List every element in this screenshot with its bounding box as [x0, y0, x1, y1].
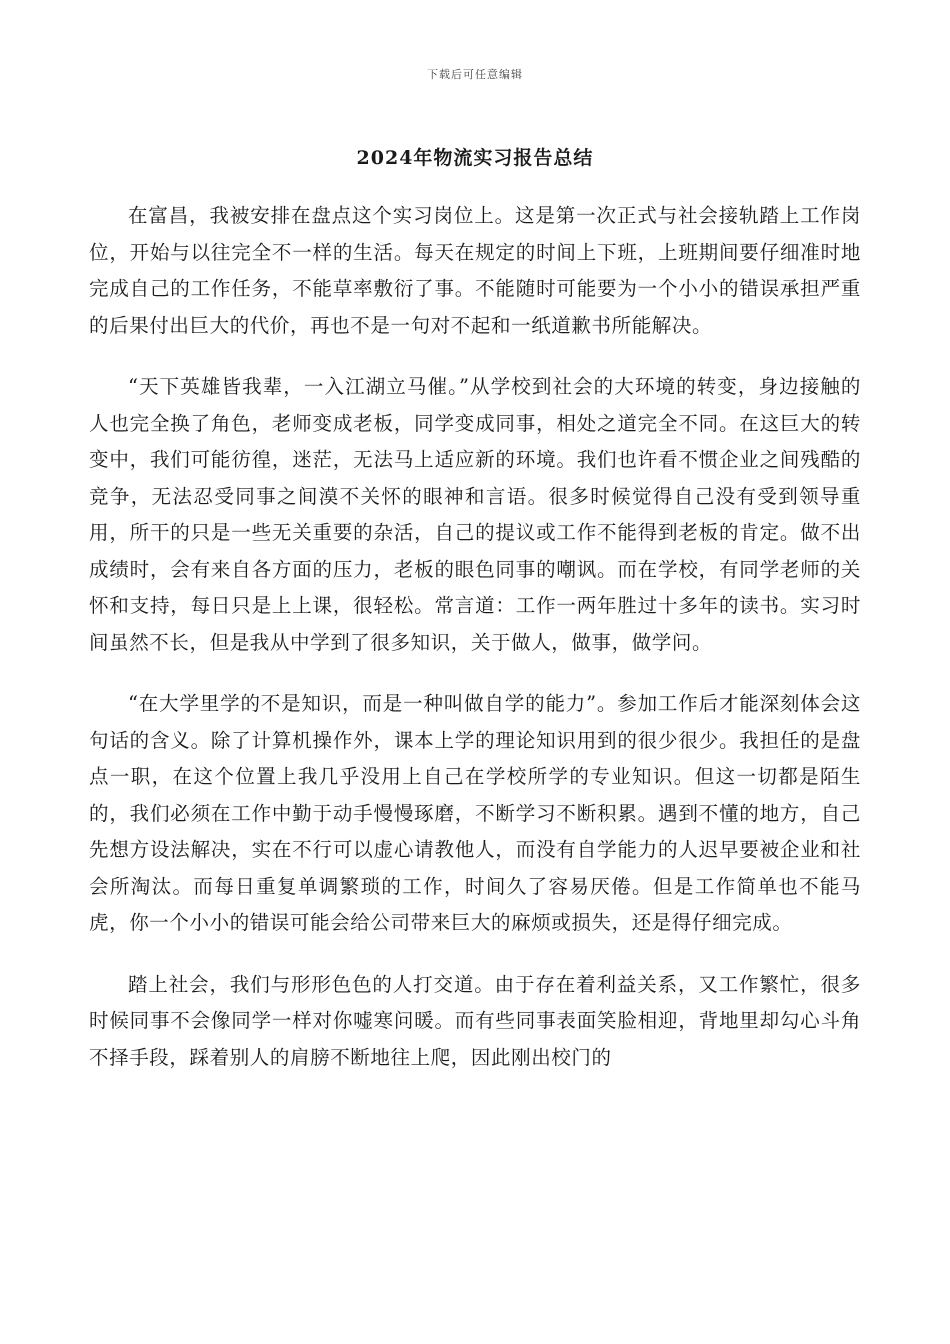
paragraph-1: 在富昌，我被安排在盘点这个实习岗位上。这是第一次正式与社会接轨踏上工作岗位，开始与以往完全不一样的生活。每天在规定的时间上下班，上班期间要仔细准时地完成自己的工作任务，不能草率敷衍了事。不能随时可能要为一个小小的错误承担严重的后果付出巨大的代价，再也不是一句对不起和一纸道歉书所能解决。 — [89, 204, 861, 337]
header-note: 下载后可任意编辑 — [427, 68, 523, 81]
paragraph-2: “天下英雄皆我辈，一入江湖立马催。”从学校到社会的大环境的转变，身边接触的人也完全换了角色，老师变成老板，同学变成同事，相处之道完全不同。在这巨大的转变中，我们可能彷徨，迷茫，无法马上适应新的环境。我们也许看不惯企业之间残酷的竞争，无法忍受同事之间漠不关怀的眼神和言语。很多时候觉得自己没有受到领导重用，所干的只是一些无关重要的杂活，自己的提议或工作不能得到老板的肯定。做不出成绩时，会有来自各方面的压力，老板的眼色同事的嘲讽。而在学校，有同学老师的关怀和支持，每日只是上上课，很轻松。常言道：工作一两年胜过十多年的读书。实习时间虽然不长，但是我从中学到了很多知识，关于做人，做事，做学问。 — [89, 375, 861, 654]
document-title: 2024年物流实习报告总结 — [356, 147, 594, 169]
document-body — [89, 198, 861, 1101]
paragraph-3: “在大学里学的不是知识，而是一种叫做自学的能力”。参加工作后才能深刻体会这句话的含义。除了计算机操作外，课本上学的理论知识用到的很少很少。我担任的是盘点一职，在这个位置上我几乎没用上自己在学校所学的专业知识。但这一切都是陌生的，我们必须在工作中勤于动手慢慢琢磨，不断学习不断积累。遇到不懂的地方，自己先想方设法解决，实在不行可以虚心请教他人，而没有自学能力的人迟早要被企业和社会所淘汰。而每日重复单调繁琐的工作，时间久了容易厌倦。但是工作简单也不能马虎，你一个小小的错误可能会给公司带来巨大的麻烦或损失，还是得仔细完成。 — [89, 692, 861, 934]
paragraph-4: 踏上社会，我们与形形色色的人打交道。由于存在着利益关系，又工作繁忙，很多时候同事不会像同学一样对你嘘寒问暖。而有些同事表面笑脸相迎，背地里却勾心斗角不择手段，踩着别人的肩膀不断地往上爬，因此刚出校门的 — [89, 972, 861, 1069]
